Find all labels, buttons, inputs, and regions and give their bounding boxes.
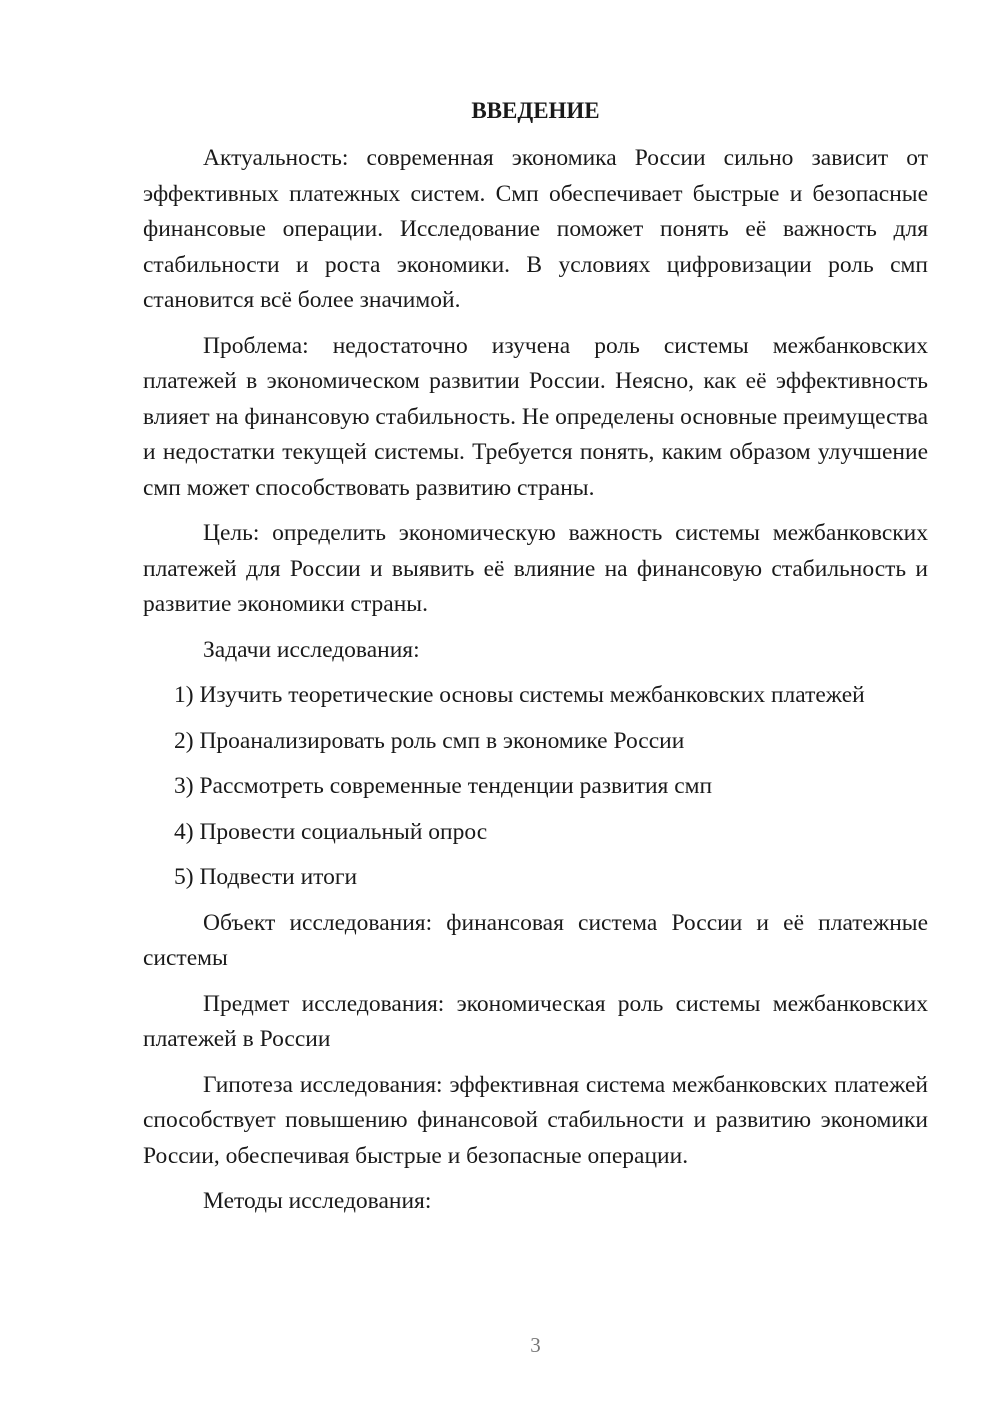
list-item: 5) Подвести итоги <box>174 864 358 890</box>
list-item: 1) Изучить теоретические основы системы межбанковских платежей <box>174 682 865 708</box>
document-body <box>143 141 928 1230</box>
page-title: ВВЕДЕНИЕ <box>471 98 600 123</box>
paragraph-hypothesis: Гипотеза исследования: эффективная система межбанковских платежей способствует повышению финансовой стабильности и развитию экономики России, обеспечивая быстрые и безопасные операции. <box>143 1071 928 1169</box>
paragraph-goal: Цель: определить экономическую важность системы межбанковских платежей для России и выявить её влияние на финансовую стабильность и развитие экономики страны. <box>143 520 928 617</box>
paragraph-problem: Проблема: недостаточно изучена роль системы межбанковских платежей в экономическом развитии России. Неясно, как её эффективность влияет на финансовую стабильность. Не определены основные преимущества и недостатки текущей системы. Требуется понять, каким образом улучшение смп может способствовать развитию страны. <box>143 332 928 501</box>
document-page <box>143 0 928 1414</box>
list-item: 2) Проанализировать роль смп в экономике России <box>174 727 685 754</box>
paragraph-relevance: Актуальность: современная экономика России сильно зависит от эффективных платежных систем. Смп обеспечивает быстрые и безопасные финансовые операции. Исследование поможет понять её важность для стабильности и роста экономики. В условиях цифровизации роль смп становится всё более значимой. <box>143 145 928 313</box>
methods-heading: Методы исследования: <box>203 1188 432 1214</box>
paragraph-subject: Предмет исследования: экономическая роль системы межбанковских платежей в России <box>143 990 928 1052</box>
list-item: 4) Провести социальный опрос <box>174 818 488 845</box>
page-number: 3 <box>530 1333 541 1357</box>
paragraph-object: Объект исследования: финансовая система России и её платежные системы <box>143 909 928 971</box>
tasks-list <box>143 678 928 896</box>
tasks-heading: Задачи исследования: <box>203 636 420 663</box>
list-item: 3) Рассмотреть современные тенденции развития смп <box>174 773 713 799</box>
